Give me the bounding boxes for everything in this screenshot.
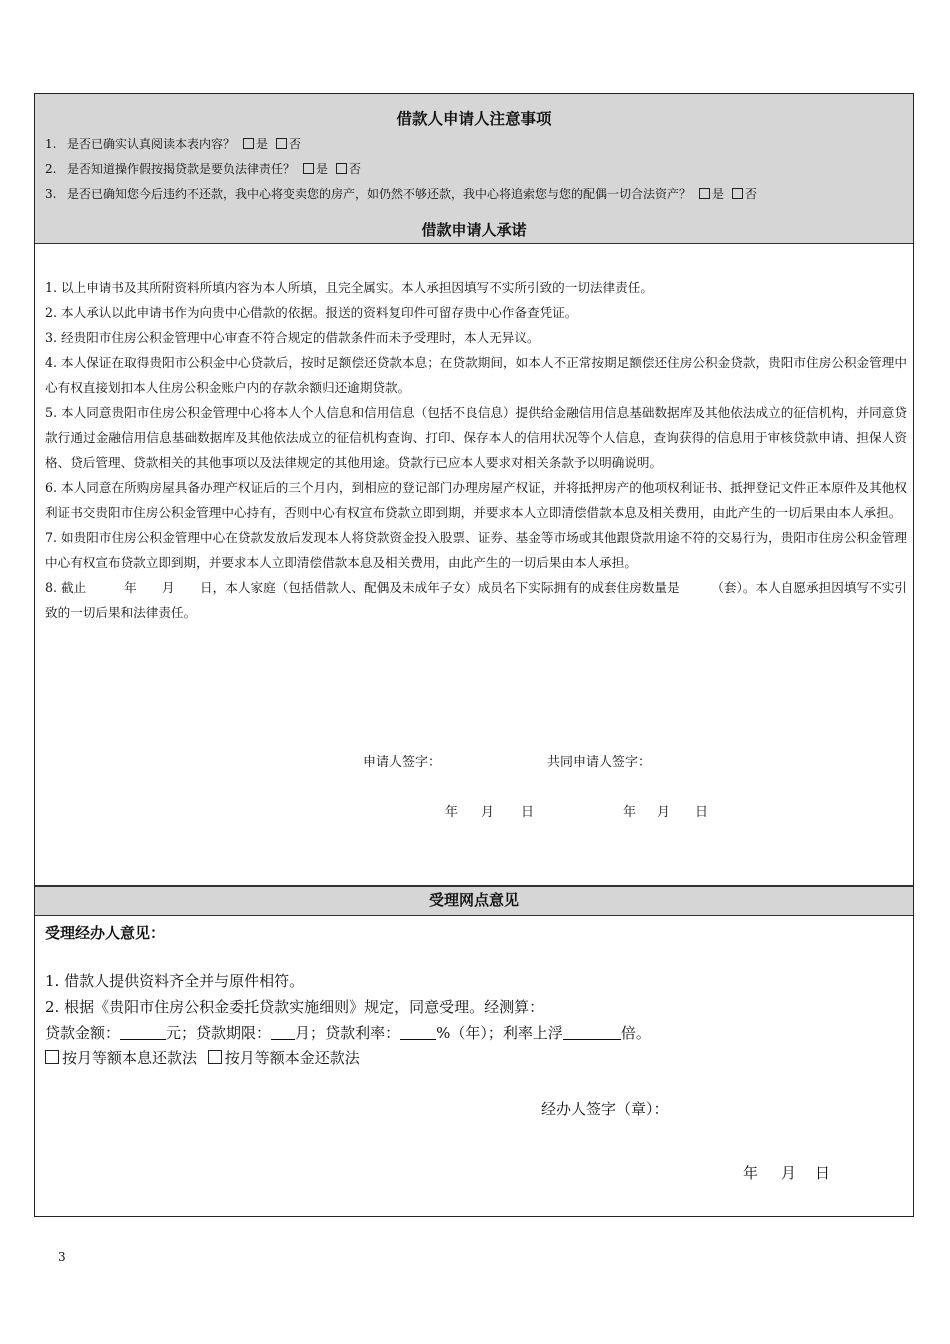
- no-checkbox-2[interactable]: [336, 163, 347, 174]
- handler-opinion-heading: 受理经办人意见：: [45, 924, 166, 942]
- notice-section: [35, 94, 913, 218]
- co-applicant-signature-label: 共同申请人签字：: [547, 755, 652, 770]
- promise-clauses: [45, 275, 907, 625]
- no-checkbox-3[interactable]: [732, 188, 743, 199]
- loan-term-field[interactable]: [271, 1024, 295, 1040]
- promise-title: 借款申请人承诺: [35, 216, 913, 244]
- loan-amount-field[interactable]: [120, 1024, 166, 1040]
- notice-item-2: 2. 是否知道操作假按揭贷款是要负法律责任？ 是 否: [45, 162, 362, 176]
- clause-7: 7. 如贵阳市住房公积金管理中心在贷款发放后发现本人将贷款资金投入股票、证券、基金等市场或其他跟贷款用途不符的交易行为，贵阳市住房公积金管理中心有权宣布贷款立即到期，并要求本人立即清偿借款本息及相关费用，由此产生的一切后果由本人承担。: [45, 530, 907, 570]
- yes-checkbox-1[interactable]: [243, 138, 254, 149]
- acceptance-date: 年 月 日: [743, 1164, 831, 1182]
- applicant-signature-label: 申请人签字：: [363, 755, 442, 770]
- notice-item-1: 1. 是否已确实认真阅读本表内容？ 是 否: [45, 137, 302, 151]
- page-number: 3: [58, 1250, 66, 1264]
- equal-installment-checkbox[interactable]: [45, 1050, 59, 1064]
- co-applicant-date: 年 月 日: [623, 805, 709, 820]
- yes-checkbox-3[interactable]: [699, 188, 710, 199]
- clause-3: 3. 经贵阳市住房公积金管理中心审查不符合规定的借款条件而未予受理时，本人无异议。: [45, 330, 540, 345]
- clause-1: 1. 以上申请书及其所附资料所填内容为本人所填，且完全属实。本人承担因填写不实所引致的一切法律责任。: [45, 280, 653, 295]
- clause-5: 5. 本人同意贵阳市住房公积金管理中心将本人个人信息和信用信息（包括不良信息）提供给金融信用信息基础数据库及其他依法成立的征信机构，并同意贷款行通过金融信用信息基础数据库及其他依法成立的征信机构查询、打印、保存本人的信用状况等个人信息，查询获得的信息用于审核贷款申请、担保人资格、贷后管理、贷款相关的其他事项以及法律规定的其他用途。贷款行已应本人要求对相关条款予以明确说明。: [45, 405, 907, 470]
- clause-6: 6. 本人同意在所购房屋具备办理产权证后的三个月内，到相应的登记部门办理房屋产权证，并将抵押房产的他项权利证书、抵押登记文件正本原件及其他权利证书交贵阳市住房公积金管理中心持有，否则中心有权宣布贷款立即到期，并要求本人立即清偿借款本息及相关费用，由此产生的一切后果由本人承担。: [45, 480, 907, 520]
- rate-float-field[interactable]: [563, 1024, 621, 1040]
- notice-title: 借款人申请人注意事项: [396, 110, 552, 128]
- acceptance-line-1: 1. 借款人提供资料齐全并与原件相符。: [45, 972, 305, 990]
- no-checkbox-1[interactable]: [276, 138, 287, 149]
- applicant-date: 年 月 日: [445, 805, 535, 820]
- repayment-method-line: 按月等额本息还款法 按月等额本金还款法: [45, 1047, 360, 1068]
- loan-terms-line: 贷款金额： 元；贷款期限： 月；贷款利率： %（年）；利率上浮 倍。: [45, 1024, 651, 1042]
- acceptance-title: 受理网点意见: [35, 885, 913, 916]
- equal-principal-checkbox[interactable]: [208, 1050, 222, 1064]
- notice-item-3: 3. 是否已确知您今后违约不还款，我中心将变卖您的房产，如仍然不够还款，我中心将追索您与您的配偶一切合法资产？ 是 否: [45, 187, 758, 201]
- clause-4: 4. 本人保证在取得贵阳市公积金中心贷款后，按时足额偿还贷款本息；在贷款期间，如本人不正常按期足额偿还住房公积金贷款，贵阳市住房公积金管理中心有权直接划扣本人住房公积金账户内的存款余额归还逾期贷款。: [45, 355, 907, 395]
- application-form: [34, 93, 914, 1217]
- clause-2: 2. 本人承认以此申请书作为向贵中心借款的依据。报送的资料复印件可留存贵中心作备查凭证。: [45, 305, 578, 320]
- loan-rate-field[interactable]: [400, 1024, 436, 1040]
- handler-signature-label: 经办人签字（章）：: [541, 1100, 669, 1118]
- acceptance-line-2: 2. 根据《贵阳市住房公积金委托贷款实施细则》规定，同意受理。经测算：: [45, 998, 545, 1016]
- clause-8: 8. 截止 年 月 日，本人家庭（包括借款人、配偶及未成年子女）成员名下实际拥有的成套住房数量是 （套）。本人自愿承担因填写不实引致的一切后果和法律责任。: [45, 580, 907, 620]
- yes-checkbox-2[interactable]: [303, 163, 314, 174]
